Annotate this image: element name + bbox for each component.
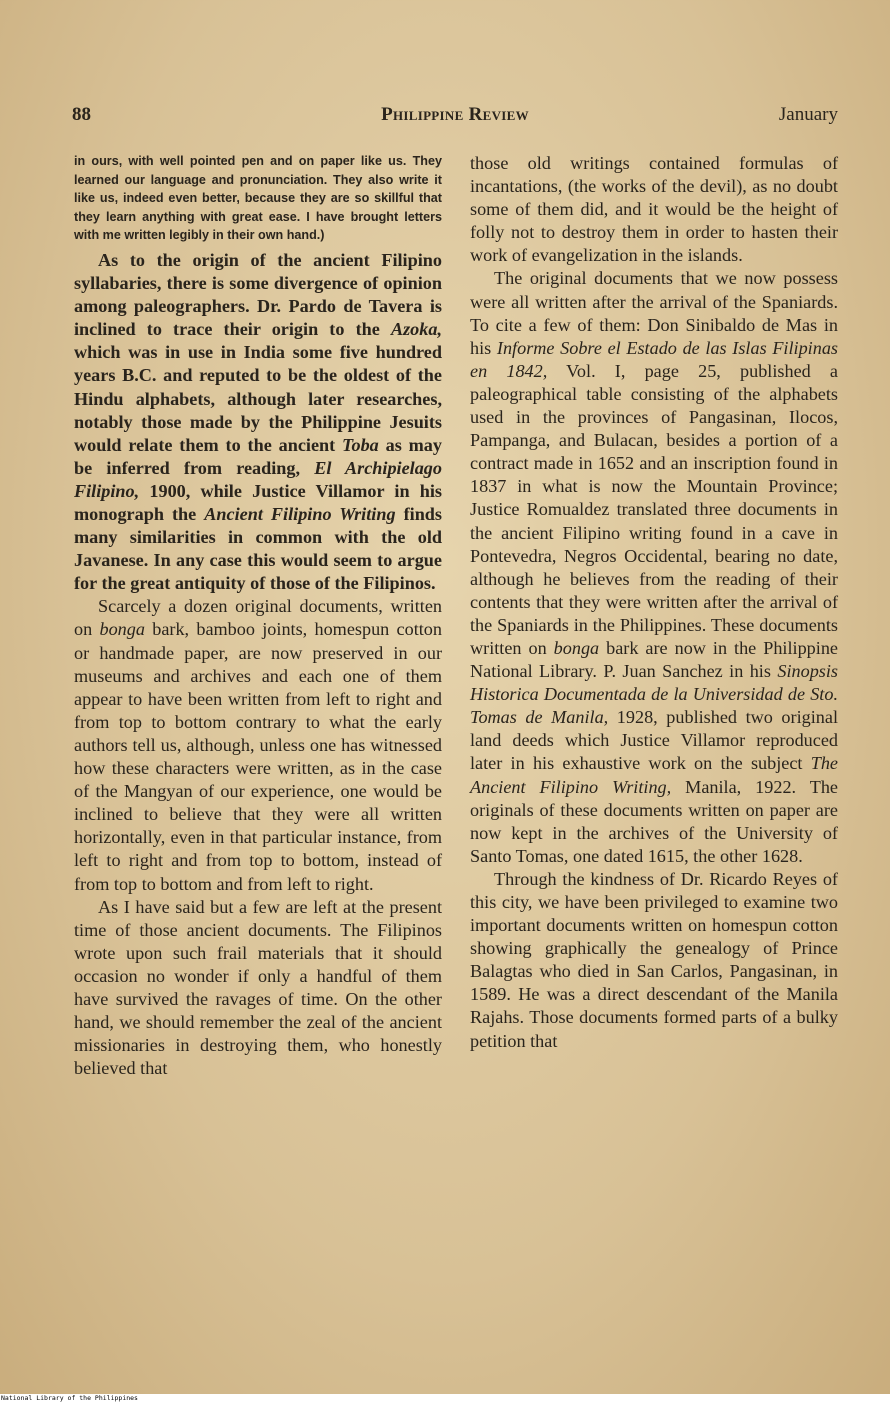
quoted-passage: in ours, with well pointed pen and on paper like us. They learned our language and pronunciation. They also write it like us, indeed even better, because they are so skillful that they learn anything with great ease. I have brought letters with me written legibly in their own hand.) xyxy=(74,154,442,243)
right-column xyxy=(470,152,838,1053)
running-title: Philippine Review xyxy=(381,104,529,125)
archive-credit: National Library of the Philippines xyxy=(0,1394,890,1403)
paragraph-few-left: As I have said but a few are left at the present time of those ancient documents. The Filipinos wrote upon such frail materials that it should occasion no wonder if only a handful of them have survived the ravages of time. On the other hand, we should remember the zeal of the ancient missionaries in destroying them, who honestly believed that xyxy=(74,896,442,1079)
paragraph-documents-after-spaniards: The original documents that we now possess were all written after the arrival of the Spaniards. To cite a few of them: Don Sinibaldo de Mas in his Informe Sobre el Estado de las Islas Filipinas en 1842, Vol. I, page 25, published a paleographical table consisting of the alphabets used in the provinces of Pangasinan, Ilocos, Pampanga, and Bulacan, besides a portion of a contract made in 1652 and an inscription found in 1837 in what is now the Mountain Province; Justice Romualdez translated three documents in the ancient Filipino writing found in a cave in Pontevedra, Negros Occidental, bearing no date, although he believes from the reading of their contents that they were written after the arrival of the Spaniards in the Philippines. These documents written on bonga bark are now in the Philippine National Library. P. Juan Sanchez in his Sinopsis Historica Documentada de la Universidad de Sto. Tomas de Manila, 1928, published two original land deeds which Justice Villamor reproduced later in his exhaustive work on the subject The Ancient Filipino Writing, Manila, 1922. The originals of these documents written on paper are now kept in the archives of the University of Santo Tomas, one dated 1615, the other 1628. xyxy=(470,268,839,866)
page-number: 88 xyxy=(72,104,91,125)
page-header xyxy=(72,104,838,134)
issue-month: January xyxy=(778,104,838,125)
paragraph-original-documents: Scarcely a dozen original documents, written on bonga bark, bamboo joints, homespun cotton or handmade paper, are now preserved in our museums and archives and each one of them appear to have been written from left to right and from top to bottom contrary to what the early authors tell us, although, unless one has witnessed how these characters were written, as in the case of the Mangyan of our experience, one would be inclined to believe that they were all written horizontally, even in that particular instance, from left to right and from top to bottom, instead of from top to bottom and from left to right. xyxy=(74,596,442,894)
paragraph-balagtas-genealogy: Through the kindness of Dr. Ricardo Reyes of this city, we have been privileged to examine two important documents written on homespun cotton showing graphically the genealogy of Prince Balagtas who died in San Carlos, Pangasinan, in 1589. He was a direct descendant of the Manila Rajahs. Those documents formed parts of a bulky petition that xyxy=(470,868,838,1051)
paragraph-continuation: those old writings contained formulas of incantations, (the works of the devil), as no doubt some of them did, and it would be the height of folly not to destroy them in order to hasten their work of evangelization in the islands. xyxy=(470,153,838,266)
left-column xyxy=(74,152,442,1080)
paragraph-origin-syllabaries: As to the origin of the ancient Filipino syllabaries, there is some divergence of opinion among paleographers. Dr. Pardo de Tavera is inclined to trace their origin to the Azoka, which was in use in India some five hundred years B.C. and reputed to be the oldest of the Hindu alphabets, although later researches, notably those made by the Philippine Jesuits would relate them to the ancient Toba as may be inferred from reading, El Archipielago Filipino, 1900, while Justice Villamor in his monograph the Ancient Filipino Writing finds many similarities in common with the old Javanese. In any case this would seem to argue for the great antiquity of those of the Filipinos. xyxy=(74,249,443,594)
